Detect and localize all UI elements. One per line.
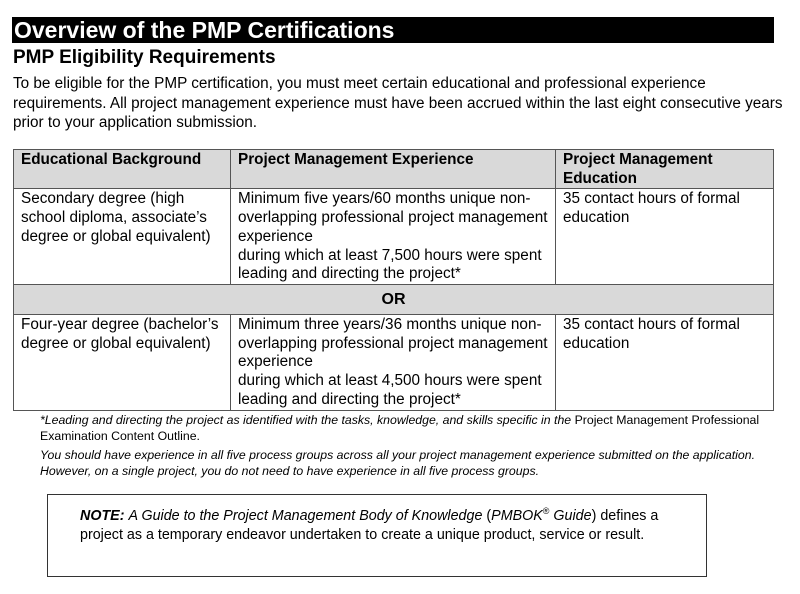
training-cell: 35 contact hours of formal education xyxy=(556,314,774,410)
footnote-italic-text: *Leading and directing the project as identified with the tasks, knowledge, and skills specific in the xyxy=(40,413,572,427)
education-cell: Four-year degree (bachelor’s degree or global equivalent) xyxy=(14,314,231,410)
hours-requirement: during which at least 7,500 hours were spent leading and directing the project* xyxy=(238,246,542,283)
table-row xyxy=(14,314,774,410)
experience-requirement: Minimum five years/60 months unique non-overlapping professional project management experience xyxy=(238,190,548,245)
section-heading: PMP Eligibility Requirements xyxy=(13,47,276,68)
table-row xyxy=(14,189,774,285)
footnote-process-groups: You should have experience in all five process groups across all your project management experience submitted on the application. However, on a single project, you do not need to have experience in all five process groups. xyxy=(40,448,756,478)
registered-mark: ® xyxy=(542,506,550,517)
note-label: NOTE: xyxy=(80,508,125,524)
eligibility-table xyxy=(13,149,774,411)
pmbok-guide-title: A Guide to the Project Management Body of Knowledge xyxy=(128,508,483,524)
or-separator: OR xyxy=(14,284,774,314)
page-title: Overview of the PMP Certifications xyxy=(12,17,774,43)
experience-requirement: Minimum three years/36 months unique non-overlapping professional project management experience xyxy=(238,315,548,371)
note-body: defines a project as a temporary endeavor undertaken to create a unique product, service or result. xyxy=(80,508,659,543)
footnotes xyxy=(40,413,785,479)
table-header-row xyxy=(14,150,774,189)
or-separator-row xyxy=(14,284,774,314)
training-cell: 35 contact hours of formal education xyxy=(556,189,774,285)
hours-requirement: during which at least 4,500 hours were spent leading and directing the project* xyxy=(238,372,542,408)
education-cell: Secondary degree (high school diploma, associate’s degree or global equivalent) xyxy=(14,189,231,285)
paren-close: ) xyxy=(591,508,597,524)
intro-paragraph: To be eligible for the PMP certification, you must meet certain educational and professional experience requirements. All project management experience must have been accrued within the last eight consecutive years prior to your application submission. xyxy=(13,75,783,131)
column-header-experience: Project Management Experience xyxy=(231,150,556,189)
experience-cell xyxy=(231,314,556,410)
experience-cell xyxy=(231,189,556,285)
paren-open: ( xyxy=(486,508,492,524)
pmbok-abbrev: PMBOK xyxy=(491,508,543,524)
footnote-plain-text: Project Management Professional Examination Content Outline. xyxy=(40,413,760,443)
footnote-leading-directing xyxy=(40,413,785,444)
column-header-education: Educational Background xyxy=(14,150,231,189)
column-header-training: Project Management Education xyxy=(556,150,774,189)
guide-word: Guide xyxy=(553,508,592,524)
note-box xyxy=(47,494,707,577)
